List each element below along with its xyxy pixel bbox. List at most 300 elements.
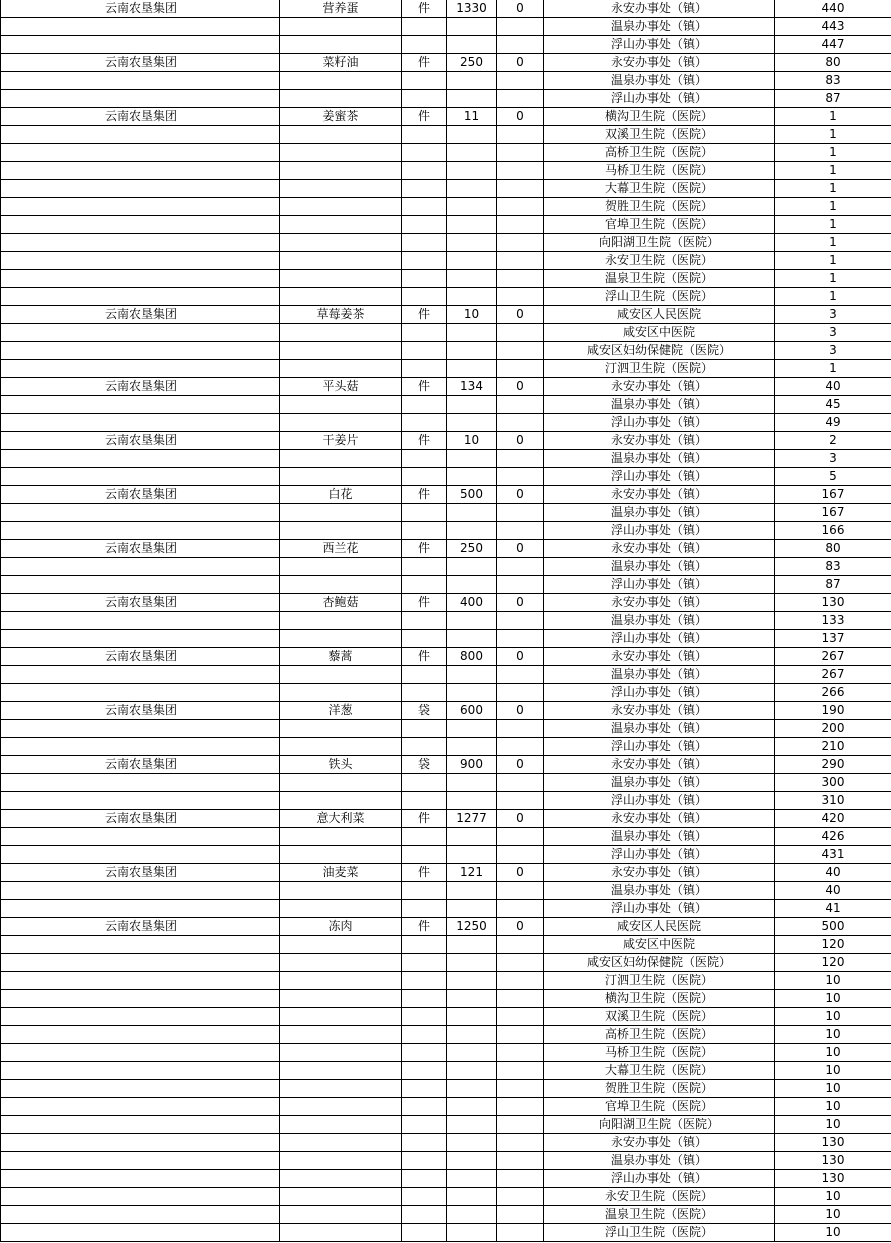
product-cell xyxy=(280,972,402,990)
product-cell: 意大利菜 xyxy=(280,810,402,828)
unit-cell xyxy=(402,252,447,270)
table-row xyxy=(1,396,891,414)
supplier-cell xyxy=(1,126,280,144)
quantity-cell xyxy=(447,270,497,288)
extra-cell: 0 xyxy=(497,306,544,324)
allocation-cell: 300 xyxy=(775,774,891,792)
supplier-cell xyxy=(1,882,280,900)
supplier-cell xyxy=(1,252,280,270)
unit-cell xyxy=(402,1170,447,1188)
allocation-cell: 83 xyxy=(775,558,891,576)
product-cell xyxy=(280,558,402,576)
quantity-cell xyxy=(447,1008,497,1026)
supplier-cell xyxy=(1,612,280,630)
allocation-cell: 290 xyxy=(775,756,891,774)
quantity-cell xyxy=(447,36,497,54)
recipient-cell: 官埠卫生院（医院） xyxy=(544,216,775,234)
quantity-cell xyxy=(447,216,497,234)
product-cell xyxy=(280,468,402,486)
recipient-cell: 温泉办事处（镇） xyxy=(544,774,775,792)
table-row xyxy=(1,270,891,288)
allocation-cell: 10 xyxy=(775,1206,891,1224)
supplier-cell: 云南农垦集团 xyxy=(1,108,280,126)
allocation-cell: 80 xyxy=(775,540,891,558)
supplier-cell xyxy=(1,144,280,162)
table-row xyxy=(1,882,891,900)
allocation-cell: 426 xyxy=(775,828,891,846)
supplier-cell xyxy=(1,1008,280,1026)
unit-cell xyxy=(402,450,447,468)
quantity-cell xyxy=(447,342,497,360)
supplier-cell xyxy=(1,270,280,288)
recipient-cell: 贺胜卫生院（医院） xyxy=(544,1080,775,1098)
product-cell xyxy=(280,360,402,378)
recipient-cell: 温泉办事处（镇） xyxy=(544,666,775,684)
recipient-cell: 大幕卫生院（医院） xyxy=(544,180,775,198)
allocation-cell: 130 xyxy=(775,1134,891,1152)
product-cell xyxy=(280,234,402,252)
recipient-cell: 浮山办事处（镇） xyxy=(544,522,775,540)
recipient-cell: 永安办事处（镇） xyxy=(544,0,775,18)
quantity-cell xyxy=(447,828,497,846)
allocation-cell: 190 xyxy=(775,702,891,720)
quantity-cell xyxy=(447,990,497,1008)
supplier-cell xyxy=(1,1098,280,1116)
allocation-cell: 130 xyxy=(775,1152,891,1170)
extra-cell xyxy=(497,180,544,198)
supplier-cell xyxy=(1,324,280,342)
table-row xyxy=(1,720,891,738)
allocation-cell: 87 xyxy=(775,576,891,594)
product-cell xyxy=(280,396,402,414)
extra-cell xyxy=(497,1188,544,1206)
product-cell xyxy=(280,612,402,630)
supplier-cell xyxy=(1,1224,280,1242)
recipient-cell: 咸安区中医院 xyxy=(544,324,775,342)
supplier-cell: 云南农垦集团 xyxy=(1,756,280,774)
extra-cell xyxy=(497,846,544,864)
extra-cell: 0 xyxy=(497,0,544,18)
extra-cell: 0 xyxy=(497,486,544,504)
unit-cell xyxy=(402,288,447,306)
table-row xyxy=(1,486,891,504)
extra-cell xyxy=(497,468,544,486)
allocation-cell: 10 xyxy=(775,1026,891,1044)
product-cell xyxy=(280,126,402,144)
allocation-cell: 267 xyxy=(775,648,891,666)
product-cell xyxy=(280,774,402,792)
quantity-cell xyxy=(447,792,497,810)
product-cell xyxy=(280,954,402,972)
recipient-cell: 浮山办事处（镇） xyxy=(544,900,775,918)
recipient-cell: 咸安区人民医院 xyxy=(544,306,775,324)
allocation-cell: 1 xyxy=(775,234,891,252)
product-cell: 姜蜜茶 xyxy=(280,108,402,126)
extra-cell xyxy=(497,576,544,594)
product-cell: 油麦菜 xyxy=(280,864,402,882)
extra-cell xyxy=(497,522,544,540)
allocation-cell: 1 xyxy=(775,360,891,378)
quantity-cell xyxy=(447,774,497,792)
supplier-cell: 云南农垦集团 xyxy=(1,306,280,324)
supplier-cell: 云南农垦集团 xyxy=(1,810,280,828)
supplier-cell xyxy=(1,1062,280,1080)
extra-cell xyxy=(497,504,544,522)
table-row xyxy=(1,108,891,126)
supplier-cell: 云南农垦集团 xyxy=(1,486,280,504)
product-cell: 平头菇 xyxy=(280,378,402,396)
unit-cell xyxy=(402,846,447,864)
extra-cell xyxy=(497,684,544,702)
supplier-cell xyxy=(1,990,280,1008)
extra-cell xyxy=(497,252,544,270)
table-row xyxy=(1,666,891,684)
extra-cell xyxy=(497,414,544,432)
recipient-cell: 永安卫生院（医院） xyxy=(544,1188,775,1206)
table-row xyxy=(1,1152,891,1170)
quantity-cell xyxy=(447,504,497,522)
quantity-cell: 121 xyxy=(447,864,497,882)
extra-cell xyxy=(497,612,544,630)
recipient-cell: 永安办事处（镇） xyxy=(544,54,775,72)
recipient-cell: 官埠卫生院（医院） xyxy=(544,1098,775,1116)
allocation-cell: 3 xyxy=(775,306,891,324)
recipient-cell: 温泉办事处（镇） xyxy=(544,720,775,738)
table-row xyxy=(1,810,891,828)
recipient-cell: 永安办事处（镇） xyxy=(544,486,775,504)
quantity-cell xyxy=(447,324,497,342)
table-row xyxy=(1,144,891,162)
quantity-cell: 800 xyxy=(447,648,497,666)
unit-cell xyxy=(402,1224,447,1242)
unit-cell: 件 xyxy=(402,378,447,396)
allocation-cell: 10 xyxy=(775,990,891,1008)
allocation-cell: 5 xyxy=(775,468,891,486)
unit-cell: 件 xyxy=(402,540,447,558)
product-cell: 干姜片 xyxy=(280,432,402,450)
extra-cell xyxy=(497,324,544,342)
recipient-cell: 温泉办事处（镇） xyxy=(544,396,775,414)
product-cell xyxy=(280,324,402,342)
allocation-cell: 166 xyxy=(775,522,891,540)
quantity-cell: 400 xyxy=(447,594,497,612)
supplier-cell xyxy=(1,954,280,972)
unit-cell xyxy=(402,1134,447,1152)
recipient-cell: 永安办事处（镇） xyxy=(544,432,775,450)
extra-cell xyxy=(497,936,544,954)
product-cell: 杏鲍菇 xyxy=(280,594,402,612)
allocation-cell: 167 xyxy=(775,486,891,504)
table-row xyxy=(1,1044,891,1062)
allocation-cell: 10 xyxy=(775,1008,891,1026)
extra-cell xyxy=(497,738,544,756)
supplier-cell xyxy=(1,342,280,360)
product-cell xyxy=(280,828,402,846)
extra-cell xyxy=(497,954,544,972)
recipient-cell: 永安办事处（镇） xyxy=(544,702,775,720)
allocation-cell: 1 xyxy=(775,198,891,216)
extra-cell xyxy=(497,1044,544,1062)
supplier-cell xyxy=(1,774,280,792)
allocation-cell: 1 xyxy=(775,108,891,126)
quantity-cell xyxy=(447,18,497,36)
unit-cell xyxy=(402,72,447,90)
allocation-cell: 431 xyxy=(775,846,891,864)
unit-cell xyxy=(402,666,447,684)
extra-cell: 0 xyxy=(497,108,544,126)
product-cell xyxy=(280,198,402,216)
extra-cell xyxy=(497,630,544,648)
extra-cell: 0 xyxy=(497,378,544,396)
supplier-cell xyxy=(1,216,280,234)
extra-cell xyxy=(497,36,544,54)
unit-cell xyxy=(402,522,447,540)
allocation-cell: 40 xyxy=(775,882,891,900)
quantity-cell xyxy=(447,90,497,108)
supplier-cell: 云南农垦集团 xyxy=(1,702,280,720)
supplier-cell xyxy=(1,1116,280,1134)
recipient-cell: 永安办事处（镇） xyxy=(544,810,775,828)
recipient-cell: 高桥卫生院（医院） xyxy=(544,144,775,162)
quantity-cell xyxy=(447,1098,497,1116)
unit-cell xyxy=(402,792,447,810)
product-cell xyxy=(280,936,402,954)
unit-cell: 件 xyxy=(402,432,447,450)
extra-cell xyxy=(497,1080,544,1098)
table-row xyxy=(1,1134,891,1152)
table-row xyxy=(1,414,891,432)
allocation-cell: 1 xyxy=(775,180,891,198)
quantity-cell xyxy=(447,1188,497,1206)
product-cell xyxy=(280,720,402,738)
extra-cell xyxy=(497,828,544,846)
table-row xyxy=(1,1008,891,1026)
allocation-cell: 133 xyxy=(775,612,891,630)
quantity-cell xyxy=(447,1224,497,1242)
allocation-cell: 87 xyxy=(775,90,891,108)
extra-cell xyxy=(497,234,544,252)
quantity-cell xyxy=(447,1062,497,1080)
recipient-cell: 大幕卫生院（医院） xyxy=(544,1062,775,1080)
quantity-cell: 1250 xyxy=(447,918,497,936)
recipient-cell: 永安办事处（镇） xyxy=(544,864,775,882)
supplier-cell xyxy=(1,1026,280,1044)
table-row xyxy=(1,1188,891,1206)
unit-cell xyxy=(402,576,447,594)
quantity-cell xyxy=(447,666,497,684)
product-cell xyxy=(280,666,402,684)
table-row xyxy=(1,756,891,774)
recipient-cell: 永安办事处（镇） xyxy=(544,378,775,396)
unit-cell xyxy=(402,1008,447,1026)
supplier-cell xyxy=(1,936,280,954)
quantity-cell xyxy=(447,900,497,918)
product-cell: 营养蛋 xyxy=(280,0,402,18)
product-cell: 铁头 xyxy=(280,756,402,774)
product-cell: 白花 xyxy=(280,486,402,504)
table-row xyxy=(1,972,891,990)
recipient-cell: 向阳湖卫生院（医院） xyxy=(544,1116,775,1134)
extra-cell xyxy=(497,1170,544,1188)
table-row xyxy=(1,234,891,252)
supplier-cell xyxy=(1,450,280,468)
product-cell xyxy=(280,450,402,468)
allocation-cell: 267 xyxy=(775,666,891,684)
extra-cell xyxy=(497,666,544,684)
extra-cell xyxy=(497,1152,544,1170)
extra-cell: 0 xyxy=(497,864,544,882)
product-cell xyxy=(280,180,402,198)
quantity-cell: 11 xyxy=(447,108,497,126)
allocation-cell: 10 xyxy=(775,1188,891,1206)
product-cell xyxy=(280,342,402,360)
unit-cell xyxy=(402,1116,447,1134)
extra-cell xyxy=(497,126,544,144)
product-cell: 西兰花 xyxy=(280,540,402,558)
allocation-cell: 45 xyxy=(775,396,891,414)
table-row xyxy=(1,450,891,468)
recipient-cell: 马桥卫生院（医院） xyxy=(544,162,775,180)
extra-cell: 0 xyxy=(497,702,544,720)
unit-cell xyxy=(402,216,447,234)
supplier-cell xyxy=(1,180,280,198)
unit-cell xyxy=(402,936,447,954)
recipient-cell: 双溪卫生院（医院） xyxy=(544,1008,775,1026)
recipient-cell: 横沟卫生院（医院） xyxy=(544,108,775,126)
table-row xyxy=(1,1098,891,1116)
quantity-cell xyxy=(447,576,497,594)
supplier-cell xyxy=(1,1152,280,1170)
recipient-cell: 永安办事处（镇） xyxy=(544,1134,775,1152)
unit-cell xyxy=(402,144,447,162)
table-row xyxy=(1,1116,891,1134)
quantity-cell xyxy=(447,1044,497,1062)
supplier-cell xyxy=(1,792,280,810)
extra-cell xyxy=(497,1224,544,1242)
product-cell xyxy=(280,1098,402,1116)
supplier-cell: 云南农垦集团 xyxy=(1,54,280,72)
product-cell xyxy=(280,1008,402,1026)
supplier-cell xyxy=(1,900,280,918)
table-row xyxy=(1,306,891,324)
product-cell xyxy=(280,414,402,432)
table-row xyxy=(1,954,891,972)
unit-cell: 件 xyxy=(402,648,447,666)
table-row xyxy=(1,198,891,216)
unit-cell xyxy=(402,828,447,846)
table-row xyxy=(1,36,891,54)
allocation-cell: 130 xyxy=(775,1170,891,1188)
recipient-cell: 永安办事处（镇） xyxy=(544,594,775,612)
allocation-cell: 10 xyxy=(775,1116,891,1134)
allocation-cell: 1 xyxy=(775,126,891,144)
recipient-cell: 温泉办事处（镇） xyxy=(544,72,775,90)
table-row xyxy=(1,342,891,360)
allocation-cell: 49 xyxy=(775,414,891,432)
allocation-cell: 2 xyxy=(775,432,891,450)
unit-cell xyxy=(402,18,447,36)
supplier-cell xyxy=(1,504,280,522)
quantity-cell xyxy=(447,684,497,702)
unit-cell xyxy=(402,738,447,756)
table-row xyxy=(1,558,891,576)
recipient-cell: 永安办事处（镇） xyxy=(544,648,775,666)
product-cell xyxy=(280,1134,402,1152)
product-cell xyxy=(280,990,402,1008)
unit-cell: 件 xyxy=(402,306,447,324)
unit-cell: 件 xyxy=(402,810,447,828)
table-row xyxy=(1,0,891,18)
product-cell xyxy=(280,1152,402,1170)
extra-cell xyxy=(497,1062,544,1080)
quantity-cell: 600 xyxy=(447,702,497,720)
supplier-cell xyxy=(1,36,280,54)
quantity-cell: 10 xyxy=(447,306,497,324)
recipient-cell: 浮山办事处（镇） xyxy=(544,1170,775,1188)
recipient-cell: 永安办事处（镇） xyxy=(544,540,775,558)
table-row xyxy=(1,774,891,792)
unit-cell: 袋 xyxy=(402,702,447,720)
table-row xyxy=(1,738,891,756)
unit-cell xyxy=(402,1188,447,1206)
table-row xyxy=(1,378,891,396)
supplier-cell: 云南农垦集团 xyxy=(1,648,280,666)
extra-cell xyxy=(497,18,544,36)
quantity-cell xyxy=(447,252,497,270)
supplier-cell xyxy=(1,1206,280,1224)
unit-cell xyxy=(402,324,447,342)
product-cell xyxy=(280,630,402,648)
table-row xyxy=(1,684,891,702)
recipient-cell: 咸安区妇幼保健院（医院） xyxy=(544,342,775,360)
extra-cell: 0 xyxy=(497,54,544,72)
unit-cell: 件 xyxy=(402,486,447,504)
extra-cell xyxy=(497,450,544,468)
extra-cell xyxy=(497,342,544,360)
allocation-cell: 40 xyxy=(775,378,891,396)
quantity-cell xyxy=(447,846,497,864)
quantity-cell xyxy=(447,288,497,306)
unit-cell xyxy=(402,630,447,648)
allocation-cell: 1 xyxy=(775,144,891,162)
table-body xyxy=(1,0,891,1242)
table-row xyxy=(1,594,891,612)
product-cell xyxy=(280,1080,402,1098)
supplier-cell xyxy=(1,1134,280,1152)
quantity-cell xyxy=(447,144,497,162)
unit-cell xyxy=(402,234,447,252)
extra-cell: 0 xyxy=(497,648,544,666)
allocation-cell: 440 xyxy=(775,0,891,18)
recipient-cell: 高桥卫生院（医院） xyxy=(544,1026,775,1044)
unit-cell xyxy=(402,774,447,792)
product-cell xyxy=(280,1170,402,1188)
unit-cell xyxy=(402,396,447,414)
table-row xyxy=(1,702,891,720)
extra-cell xyxy=(497,1098,544,1116)
unit-cell xyxy=(402,954,447,972)
supplier-cell xyxy=(1,396,280,414)
recipient-cell: 温泉办事处（镇） xyxy=(544,18,775,36)
quantity-cell xyxy=(447,522,497,540)
allocation-cell: 10 xyxy=(775,1098,891,1116)
quantity-cell: 1330 xyxy=(447,0,497,18)
allocation-cell: 266 xyxy=(775,684,891,702)
allocation-cell: 310 xyxy=(775,792,891,810)
recipient-cell: 温泉办事处（镇） xyxy=(544,558,775,576)
unit-cell: 件 xyxy=(402,864,447,882)
supplier-cell xyxy=(1,1080,280,1098)
